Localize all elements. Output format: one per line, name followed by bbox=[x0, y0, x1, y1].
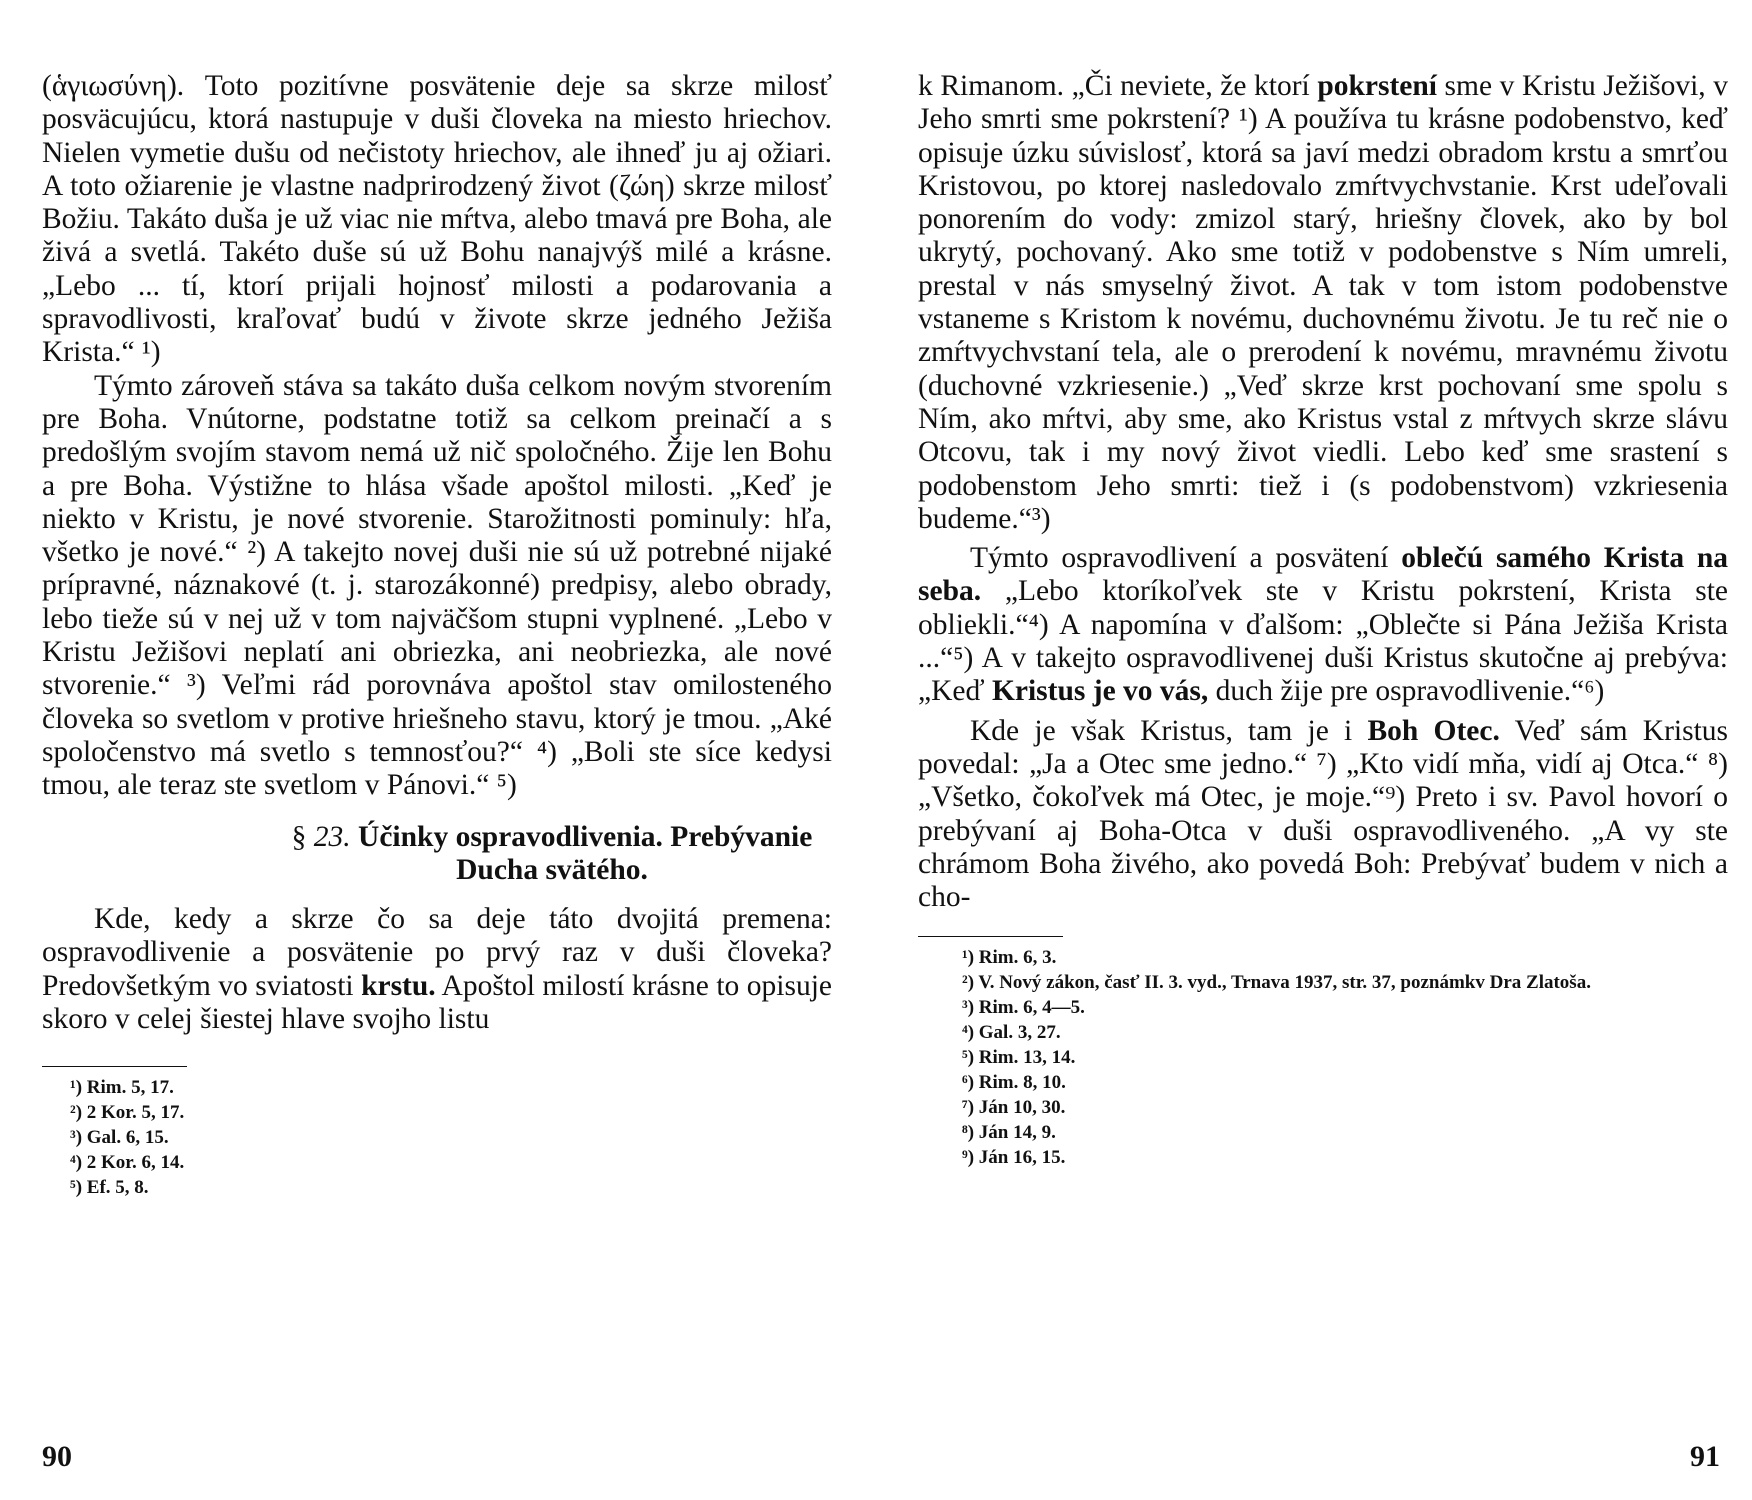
bold-run: krstu. bbox=[361, 969, 436, 1002]
footnote: ¹) Rim. 6, 3. bbox=[962, 947, 1057, 969]
text-run: Týmto ospravodlivení a posvätení bbox=[970, 542, 1402, 575]
footnote-rule bbox=[42, 1066, 187, 1067]
footnote: ³) Gal. 6, 15. bbox=[70, 1127, 169, 1149]
bold-run: Kristus je vo vás, bbox=[991, 675, 1209, 708]
text-run: Kde, kedy a skrze čo sa deje táto dvojitá premena: ospravodlivenie a posvätenie po prvý raz v duši človeka? Predovšetkým vo sviatosti bbox=[42, 903, 832, 1002]
right-footnotes bbox=[918, 945, 1728, 1170]
footnote: ⁴) 2 Kor. 6, 14. bbox=[70, 1152, 185, 1174]
footnote-rule bbox=[918, 936, 1063, 937]
text-run: Veď sám Kristus povedal: „Ja a Otec sme jedno.“ ⁷) „Kto vidí mňa, vidí aj Otca.“ ⁸) „Všetko, čokoľvek má Otec, je moje.“⁹) Preto i sv. Pavol hovorí o prebývaní aj Boha-Otca v duši ospravodliveného. „A vy ste chrámom Boha živého, ako povedá Boh: Prebývať budem v nich a cho- bbox=[918, 714, 1728, 914]
bold-run: Boh Otec. bbox=[1367, 714, 1500, 747]
section-title: Účinky ospravodlivenia. Prebývanie Ducha svätého. bbox=[358, 820, 813, 886]
right-paragraph-2 bbox=[918, 542, 1728, 708]
footnote: ³) Rim. 6, 4—5. bbox=[962, 997, 1085, 1019]
left-page bbox=[42, 70, 832, 1200]
footnote: ⁷) Ján 10, 30. bbox=[962, 1097, 1066, 1119]
right-page bbox=[918, 70, 1728, 1170]
text-run: Apoštol milostí krásne to opisuje skoro v celej šiestej hlave svojho listu bbox=[42, 969, 832, 1036]
footnote: ⁵) Ef. 5, 8. bbox=[70, 1177, 149, 1199]
footnote: ⁸) Ján 14, 9. bbox=[962, 1122, 1056, 1144]
bold-run: oblečú samého Krista na seba. bbox=[918, 542, 1728, 608]
text-run: Kde je však Kristus, tam je i bbox=[970, 714, 1368, 747]
section-sign: § bbox=[291, 820, 307, 853]
footnote: ²) 2 Kor. 5, 17. bbox=[70, 1102, 185, 1124]
left-paragraph-2: Týmto zároveň stáva sa takáto duša celkom novým stvorením pre Boha. Vnútorne, podstatne totiž sa celkom preinačí a s predošlým svojím stavom nemá už nič spoločného. Žije len Bohu a pre Boha. Výstižne to hlása všade apoštol milosti. „Keď je niekto v Kristu, je nové stvorenie. Starožitnosti pominuly: hľa, všetko je nové.“ ²) A takejto novej duši nie sú už potrebné nijaké prípravné, náznakové (t. j. starozákonné) predpisy, alebo obrady, lebo tieže sú v nej už v tom najväčšom stupni vyplnené. „Lebo v Kristu Ježišovi neplatí ani obriezka, ani neobriezka, ale nové stvorenie.“ ³) Veľmi rád porovnáva apoštol stav omilosteného človeka so svetlom v protive hriešneho stavu, ktorý je tmou. „Aké spoločenstvo má svetlo s temnosťou?“ ⁴) „Boli ste síce kedysi tmou, ale teraz ste svetlom v Pánovi.“ ⁵) bbox=[42, 369, 832, 802]
text-run: sme v Kristu Ježišovi, v Jeho smrti sme pokrstení? ¹) A používa tu krásne podobenstvo, keď opisuje úzku súvislosť, ktorá sa javí medzi obradom krstu a smrťou Kristovou, po ktorej nasledovalo zmŕtvychvstanie. Krst udeľovali ponorením do vody: zmizol starý, hriešny človek, ako by bol ukrytý, pochovaný. Ako sme totiž v podobenstve s Ním umreli, prestal v nás smyselný život. A tak v tom istom podobenstve vstaneme s Kristom k novému, duchovnému životu. Je tu reč nie o zmŕtvychvstaní tela, ale o prerodení k novému, mravnému životu (duchovné vzkriesenie.) „Veď skrze krst pochovaní sme spolu s Ním, ako mŕtvi, aby sme, ako Kristus vstal z mŕtvych skrze slávu Otcovu, tak i my nový život viedli. Lebo keď sme srastení s podobenstom Jeho smrti: tiež i (s podobenstvom) vzkriesenia budeme.“³) bbox=[918, 70, 1729, 535]
right-paragraph-3 bbox=[918, 715, 1728, 915]
left-paragraph-3 bbox=[42, 903, 832, 1036]
footnote: ⁶) Rim. 8, 10. bbox=[962, 1072, 1066, 1094]
section-number: 23. bbox=[313, 820, 351, 853]
text-run: „Lebo ktoríkoľvek ste v Kristu pokrstení, Krista ste obliekli.“⁴) A napomína v ďalšom: „Oblečte si Pána Ježiša Krista ...“⁵) A v takejto ospravodlivenej duši Kristus skutočne aj prebýva: „Keď bbox=[918, 575, 1728, 708]
footnote: ²) V. Nový zákon, časť II. 3. vyd., Trnava 1937, str. 37, poznámkv Dra Zlatoša. bbox=[962, 972, 1591, 994]
bold-run: pokrstení bbox=[1317, 70, 1437, 102]
page-number-left: 90 bbox=[42, 1440, 72, 1473]
text-run: k Rimanom. „Či neviete, že ktorí bbox=[918, 70, 1318, 102]
page-number-right: 91 bbox=[1690, 1440, 1720, 1473]
left-footnotes bbox=[42, 1075, 832, 1200]
footnote: ⁵) Rim. 13, 14. bbox=[962, 1047, 1076, 1069]
right-paragraph-1 bbox=[918, 70, 1728, 536]
left-paragraph-1: (ἁγιωσύνη). Toto pozitívne posvätenie deje sa skrze milosť posväcujúcu, ktorá nastupuje v duši človeka na miesto hriechov. Nielen vymetie dušu od nečistoty hriechov, ale ihneď ju aj ožiari. A toto ožiarenie je vlastne nadprirodzený život (ζώη) skrze milosť Božiu. Takáto duša je už viac nie mŕtva, alebo tmavá pre Boha, ale živá a svetlá. Takéto duše sú už Bohu nanajvýš milé a krásne. „Lebo ... tí, ktorí prijali hojnosť milosti a podarovania a spravodlivosti, kraľovať budú v živote skrze jedného Ježiša Krista.“ ¹) bbox=[42, 70, 832, 369]
footnote: ¹) Rim. 5, 17. bbox=[70, 1077, 174, 1099]
section-heading bbox=[272, 821, 832, 888]
footnote: ⁹) Ján 16, 15. bbox=[962, 1147, 1066, 1169]
text-run: duch žije pre ospravodlivenie.“⁶) bbox=[1208, 675, 1605, 708]
footnote: ⁴) Gal. 3, 27. bbox=[962, 1022, 1061, 1044]
